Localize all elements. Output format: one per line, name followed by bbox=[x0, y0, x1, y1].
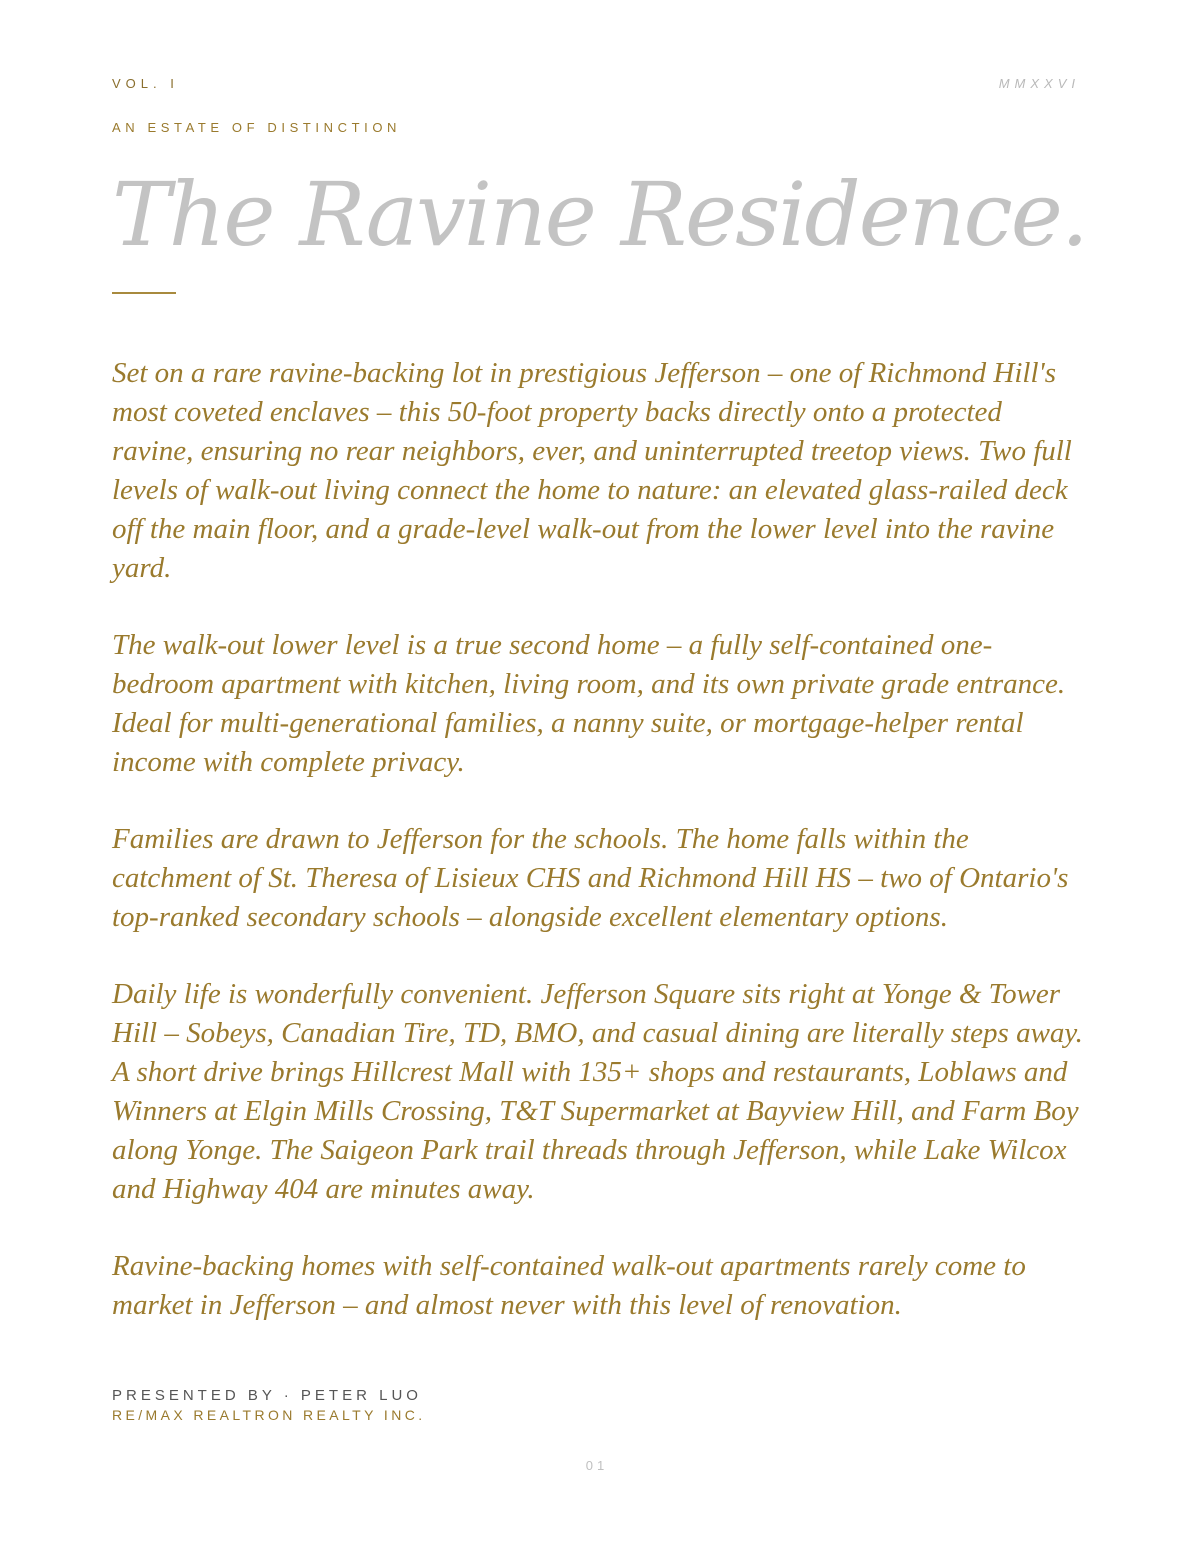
year-label: MMXXVI bbox=[998, 76, 1080, 91]
page-title: The Ravine Residence. bbox=[112, 163, 1087, 266]
page-number: 01 bbox=[585, 1458, 609, 1473]
paragraph-closing: Ravine-backing homes with self-contained walk-out apartments rarely come to market in Jefferson – and almost never with this level of renovation. bbox=[112, 1250, 1026, 1321]
paragraph-schools: Families are drawn to Jefferson for the schools. The home falls within the catchment of St. Theresa of Lisieux CHS and Richmond Hill HS – two of Ontario's top-ranked secondary schools – alongside excellent elementary options. bbox=[112, 823, 1069, 933]
body-text bbox=[112, 354, 1084, 1363]
title-divider bbox=[112, 292, 176, 294]
volume-label: VOL. I bbox=[112, 76, 179, 91]
presented-by: PRESENTED BY · PETER LUO bbox=[112, 1387, 422, 1404]
paragraph-convenience: Daily life is wonderfully convenient. Jefferson Square sits right at Yonge & Tower Hill – Sobeys, Canadian Tire, TD, BMO, and casual dining are literally steps away. A short drive brings Hillcrest Mall with 135+ shops and restaurants, Loblaws and Winners at Elgin Mills Crossing, T&T Supermarket at Bayview Hill, and Farm Boy along Yonge. The Saigeon Park trail threads through Jefferson, while Lake Wilcox and Highway 404 are minutes away. bbox=[112, 978, 1083, 1205]
kicker-label: AN ESTATE OF DISTINCTION bbox=[112, 120, 402, 135]
paragraph-lot: Set on a rare ravine-backing lot in prestigious Jefferson – one of Richmond Hill's most coveted enclaves – this 50-foot property backs directly onto a protected ravine, ensuring no rear neighbors, ever, and uninterrupted treetop views. Two full levels of walk-out living connect the home to nature: an elevated glass-railed deck off the main floor, and a grade-level walk-out from the lower level into the ravine yard. bbox=[112, 357, 1072, 584]
paragraph-lower-level: The walk-out lower level is a true second home – a fully self-contained one-bedroom apartment with kitchen, living room, and its own private grade entrance. Ideal for multi-generational families, a nanny suite, or mortgage-helper rental income with complete privacy. bbox=[112, 629, 1066, 778]
brokerage-name: RE/MAX REALTRON REALTY INC. bbox=[112, 1407, 426, 1423]
